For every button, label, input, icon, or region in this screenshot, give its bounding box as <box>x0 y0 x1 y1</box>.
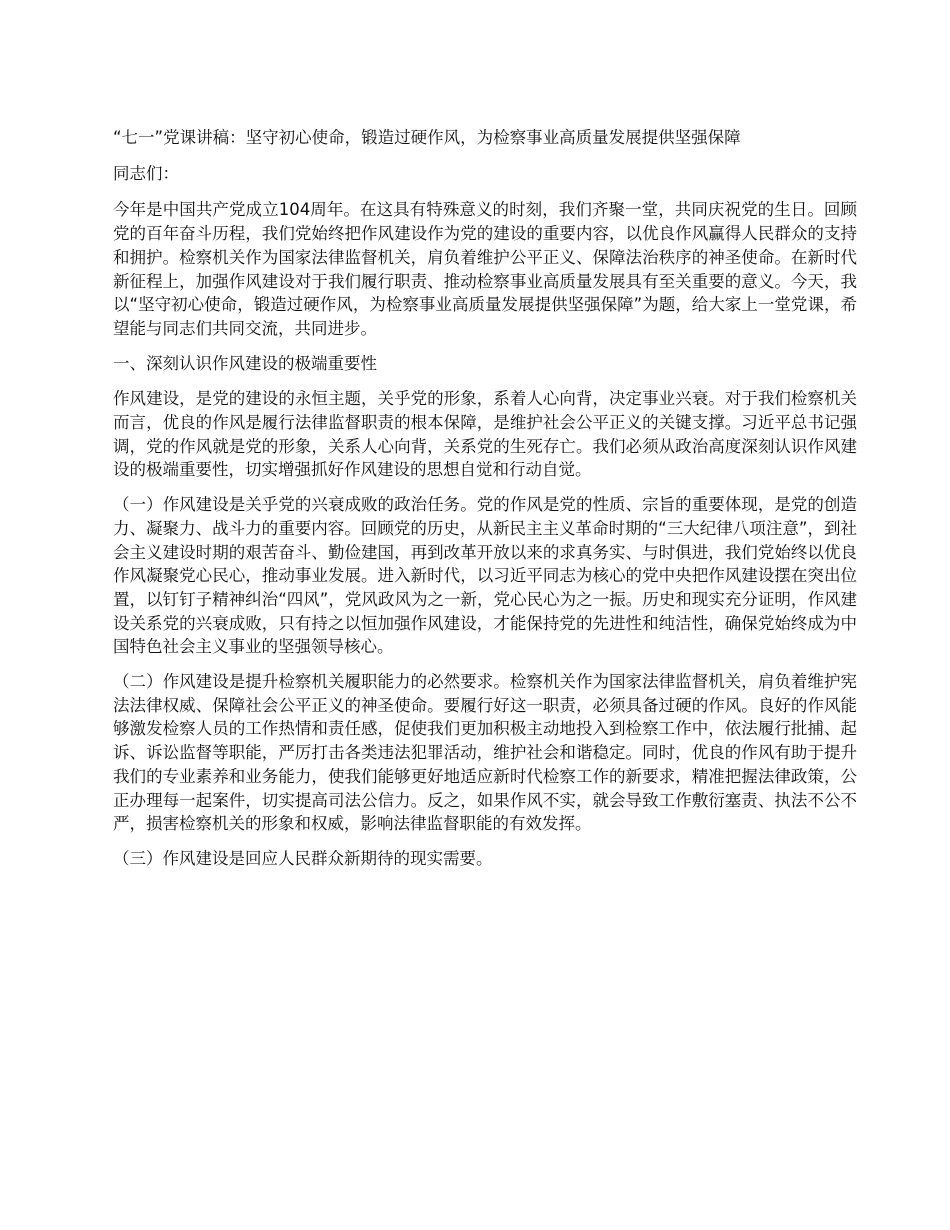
document-title: “七一”党课讲稿：坚守初心使命，锻造过硬作风，为检察事业高质量发展提供坚强保障 <box>113 128 741 147</box>
section-heading-1: 一、深刻认识作风建设的极端重要性 <box>113 353 377 373</box>
point-3-paragraph: （三）作风建设是回应人民群众新期待的现实需要。 <box>113 848 493 868</box>
point-1-paragraph: （一）作风建设是关乎党的兴衰成败的政治任务。党的作风是党的性质、宗旨的重要体现，是党的创造力、凝聚力、战斗力的重要内容。回顾党的历史，从新民主主义革命时期的“三大纪律八项注意”，到社会主义建设时期的艰苦奋斗、勤俭建国，再到改革开放以来的求真务实、与时俱进，我们党始终以优良作风凝聚党心民心，推动事业发展。进入新时代，以习近平同志为核心的党中央把作风建设摆在突出位置，以钉钉子精神纠治“四风”，党风政风为之一新，党心民心为之一振。历史和现实充分证明，作风建设关系党的兴衰成败，只有持之以恒加强作风建设，才能保持党的先进性和纯洁性，确保党始终成为中国特色社会主义事业的坚强领导核心。 <box>113 495 857 657</box>
document-page <box>113 126 857 882</box>
greeting: 同志们： <box>113 163 179 183</box>
intro-paragraph: 今年是中国共产党成立104周年。在这具有特殊意义的时刻，我们齐聚一堂，共同庆祝党的生日。回顾党的百年奋斗历程，我们党始终把作风建设作为党的建设的重要内容，以优良作风赢得人民群众的支持和拥护。检察机关作为国家法律监督机关，肩负着维护公平正义、保障法治秩序的神圣使命。在新时代新征程上，加强作风建设对于我们履行职责、推动检察事业高质量发展具有至关重要的意义。今天，我以“坚守初心使命，锻造过硬作风，为检察事业高质量发展提供坚强保障”为题，给大家上一堂党课，希望能与同志们共同交流，共同进步。 <box>113 200 857 338</box>
point-2-paragraph: （二）作风建设是提升检察机关履职能力的必然要求。检察机关作为国家法律监督机关，肩负着维护宪法法律权威、保障社会公平正义的神圣使命。要履行好这一职责，必须具备过硬的作风。良好的作风能够激发检察人员的工作热情和责任感，促使我们更加积极主动地投入到检察工作中，依法履行批捕、起诉、诉讼监督等职能，严厉打击各类违法犯罪活动，维护社会和谐稳定。同时，优良的作风有助于提升我们的专业素养和业务能力，使我们能够更好地适应新时代检察工作的新要求，精准把握法律政策，公正办理每一起案件，切实提高司法公信力。反之，如果作风不实，就会导致工作敷衍塞责、执法不公不严，损害检察机关的形象和权威，影响法律监督职能的有效发挥。 <box>113 672 857 834</box>
section-1-paragraph: 作风建设，是党的建设的永恒主题，关乎党的形象，系着人心向背，决定事业兴衰。对于我们检察机关而言，优良的作风是履行法律监督职责的根本保障，是维护社会公平正义的关键支撑。习近平总书记强调，党的作风就是党的形象，关系人心向背，关系党的生死存亡。我们必须从政治高度深刻认识作风建设的极端重要性，切实增强抓好作风建设的思想自觉和行动自觉。 <box>113 389 857 480</box>
